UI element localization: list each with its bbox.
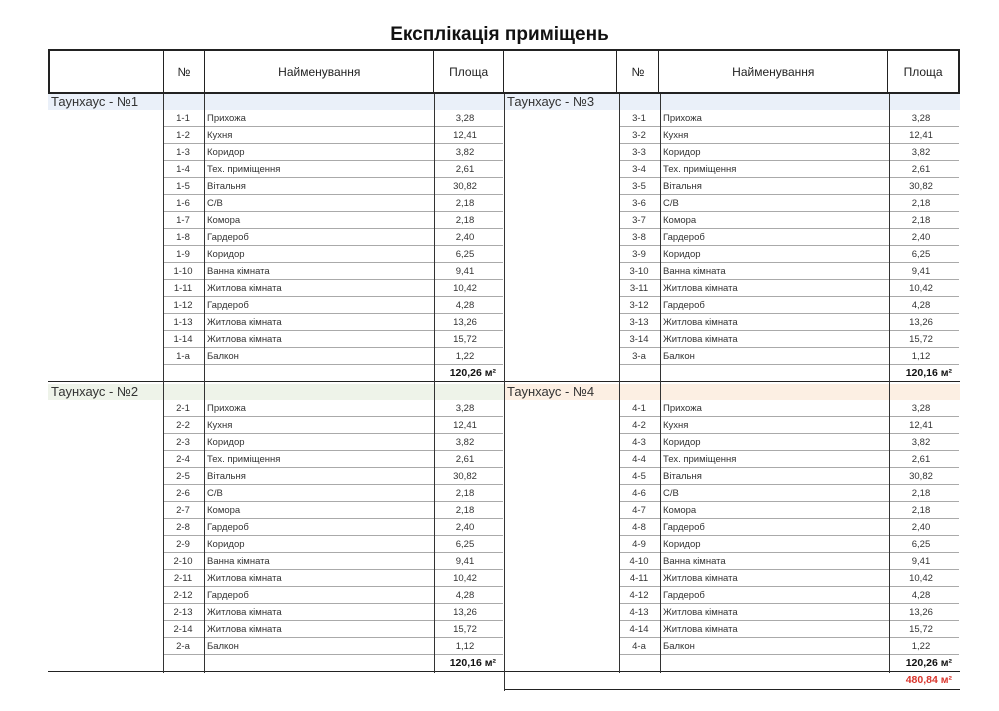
room-name: Ванна кімната xyxy=(207,555,270,567)
section-1-rows xyxy=(163,110,503,365)
room-area: 9,41 xyxy=(455,265,475,277)
room-number: 1-8 xyxy=(176,231,190,243)
table-row xyxy=(163,587,503,604)
room-name: Кухня xyxy=(207,129,233,141)
room-number: 3-1 xyxy=(632,112,646,124)
room-number: 4-а xyxy=(632,640,646,652)
table-row xyxy=(163,536,503,553)
table-row xyxy=(163,229,503,246)
table-row xyxy=(619,144,959,161)
room-name: Балкон xyxy=(663,350,695,362)
room-name: Комора xyxy=(207,214,241,226)
room-name: Коридор xyxy=(207,146,245,158)
room-number: 1-2 xyxy=(176,129,190,141)
table-row xyxy=(619,468,959,485)
room-number: 3-9 xyxy=(632,248,646,260)
room-area: 2,40 xyxy=(455,231,475,243)
room-name: Коридор xyxy=(663,146,701,158)
room-name: Житлова кімната xyxy=(207,572,282,584)
table-row xyxy=(163,195,503,212)
room-name: Ванна кімната xyxy=(207,265,270,277)
room-name: Житлова кімната xyxy=(207,333,282,345)
room-name: Вітальня xyxy=(207,470,246,482)
table-row xyxy=(619,417,959,434)
table-row xyxy=(619,502,959,519)
room-area: 12,41 xyxy=(909,129,933,141)
table-row xyxy=(163,110,503,127)
room-area: 3,28 xyxy=(455,402,475,414)
room-number: 3-7 xyxy=(632,214,646,226)
table-row xyxy=(163,604,503,621)
room-number: 2-4 xyxy=(176,453,190,465)
table-row xyxy=(163,553,503,570)
room-name: Коридор xyxy=(207,538,245,550)
room-number: 1-а xyxy=(176,350,190,362)
room-area: 2,18 xyxy=(911,504,931,516)
room-area: 9,41 xyxy=(911,555,931,567)
table-row xyxy=(163,417,503,434)
room-number: 3-2 xyxy=(632,129,646,141)
room-number: 2-2 xyxy=(176,419,190,431)
section-label-4: Таунхаус - №4 xyxy=(504,384,960,400)
room-number: 3-11 xyxy=(629,282,649,294)
room-number: 1-10 xyxy=(173,265,193,277)
header-name-right: Найменування xyxy=(659,51,888,92)
table-row xyxy=(163,246,503,263)
table-row xyxy=(619,161,959,178)
room-name: Житлова кімната xyxy=(207,316,282,328)
room-area: 2,61 xyxy=(911,163,931,175)
room-name: С/В xyxy=(207,197,223,209)
room-area: 15,72 xyxy=(909,623,933,635)
room-name: Прихожа xyxy=(663,402,702,414)
table-row xyxy=(163,570,503,587)
room-number: 1-11 xyxy=(173,282,193,294)
room-name: Комора xyxy=(207,504,241,516)
room-name: Гардероб xyxy=(663,521,705,533)
room-area: 2,40 xyxy=(455,521,475,533)
room-area: 6,25 xyxy=(911,248,931,260)
room-area: 2,18 xyxy=(455,504,475,516)
table-row xyxy=(163,502,503,519)
room-number: 2-а xyxy=(176,640,190,652)
column-divider xyxy=(889,94,890,673)
room-number: 3-4 xyxy=(632,163,646,175)
table-row xyxy=(619,553,959,570)
room-number: 1-14 xyxy=(173,333,193,345)
table-row xyxy=(163,468,503,485)
room-area: 13,26 xyxy=(453,316,477,328)
table-row xyxy=(619,587,959,604)
room-area: 13,26 xyxy=(909,606,933,618)
column-divider xyxy=(504,94,505,691)
room-number: 2-11 xyxy=(173,572,193,584)
table-row xyxy=(619,212,959,229)
room-area: 6,25 xyxy=(455,248,475,260)
room-name: Житлова кімната xyxy=(207,282,282,294)
column-divider xyxy=(204,94,205,673)
room-name: Кухня xyxy=(207,419,233,431)
section-3-rows xyxy=(619,110,959,365)
page-title: Експлікація приміщень xyxy=(390,24,609,45)
room-number: 4-4 xyxy=(632,453,646,465)
room-area: 2,40 xyxy=(911,231,931,243)
header-blank-left xyxy=(50,51,164,92)
room-name: Комора xyxy=(663,214,697,226)
room-name: Балкон xyxy=(207,350,239,362)
room-name: Тех. приміщення xyxy=(207,453,281,465)
room-area: 1,22 xyxy=(911,640,931,652)
table-row xyxy=(619,110,959,127)
room-name: Житлова кімната xyxy=(663,282,738,294)
room-area: 4,28 xyxy=(911,299,931,311)
room-number: 3-12 xyxy=(629,299,649,311)
table-row xyxy=(163,144,503,161)
room-area: 4,28 xyxy=(455,589,475,601)
room-area: 2,61 xyxy=(455,453,475,465)
table-row xyxy=(163,161,503,178)
table-row xyxy=(619,280,959,297)
room-name: Коридор xyxy=(207,248,245,260)
room-area: 13,26 xyxy=(453,606,477,618)
header-area-right: Площа xyxy=(903,64,943,79)
room-number: 4-11 xyxy=(629,572,649,584)
column-divider xyxy=(660,94,661,673)
room-area: 2,61 xyxy=(455,163,475,175)
room-name: Гардероб xyxy=(663,299,705,311)
table-row xyxy=(619,485,959,502)
room-name: Кухня xyxy=(663,419,689,431)
table-row xyxy=(619,297,959,314)
room-name: Комора xyxy=(663,504,697,516)
room-area: 9,41 xyxy=(911,265,931,277)
room-name: Ванна кімната xyxy=(663,555,726,567)
table-row xyxy=(163,331,503,348)
room-number: 4-14 xyxy=(629,623,649,635)
table-row xyxy=(163,485,503,502)
room-area: 12,41 xyxy=(453,129,477,141)
header-blank-right xyxy=(504,51,618,92)
room-area: 2,61 xyxy=(911,453,931,465)
room-name: Житлова кімната xyxy=(207,623,282,635)
section-2-rows xyxy=(163,400,503,655)
room-area: 1,12 xyxy=(911,350,931,362)
room-area: 15,72 xyxy=(453,623,477,635)
table-row xyxy=(619,434,959,451)
table-row xyxy=(163,519,503,536)
table-row xyxy=(163,621,503,638)
room-name: Тех. приміщення xyxy=(663,453,737,465)
room-number: 4-2 xyxy=(632,419,646,431)
grand-total-value: 480,84 м² xyxy=(905,674,952,686)
room-number: 4-3 xyxy=(632,436,646,448)
room-name: Балкон xyxy=(207,640,239,652)
room-number: 3-5 xyxy=(632,180,646,192)
room-number: 3-3 xyxy=(632,146,646,158)
room-area: 2,18 xyxy=(455,197,475,209)
room-name: Гардероб xyxy=(207,521,249,533)
room-number: 3-8 xyxy=(632,231,646,243)
section-label-1: Таунхаус - №1 xyxy=(48,94,504,110)
room-number: 3-а xyxy=(632,350,646,362)
room-area: 6,25 xyxy=(455,538,475,550)
room-number: 2-13 xyxy=(173,606,193,618)
room-number: 2-9 xyxy=(176,538,190,550)
room-number: 4-5 xyxy=(632,470,646,482)
room-name: Вітальня xyxy=(663,470,702,482)
room-name: С/В xyxy=(663,487,679,499)
table-row xyxy=(619,451,959,468)
header-number-left: № xyxy=(164,51,206,92)
table-row xyxy=(163,178,503,195)
room-area: 1,22 xyxy=(455,350,475,362)
room-area: 10,42 xyxy=(453,572,477,584)
table-row xyxy=(163,451,503,468)
room-area: 1,12 xyxy=(455,640,475,652)
room-area: 15,72 xyxy=(909,333,933,345)
room-area: 3,82 xyxy=(455,436,475,448)
room-number: 1-9 xyxy=(176,248,190,260)
room-area: 4,28 xyxy=(455,299,475,311)
room-number: 2-7 xyxy=(176,504,190,516)
room-name: Коридор xyxy=(207,436,245,448)
table-row xyxy=(619,331,959,348)
header-number-right: № xyxy=(617,51,659,92)
room-area: 3,28 xyxy=(455,112,475,124)
room-number: 3-6 xyxy=(632,197,646,209)
room-number: 2-1 xyxy=(176,402,190,414)
table-row xyxy=(619,400,959,417)
table-row xyxy=(163,400,503,417)
room-number: 4-8 xyxy=(632,521,646,533)
room-name: Гардероб xyxy=(207,589,249,601)
room-number: 4-13 xyxy=(629,606,649,618)
room-number: 2-8 xyxy=(176,521,190,533)
room-number: 3-10 xyxy=(629,265,649,277)
room-area: 3,82 xyxy=(911,436,931,448)
table-header xyxy=(48,49,960,94)
room-area: 12,41 xyxy=(909,419,933,431)
table-row xyxy=(163,638,503,655)
room-name: Балкон xyxy=(663,640,695,652)
table-row xyxy=(619,229,959,246)
room-name: Ванна кімната xyxy=(663,265,726,277)
room-number: 3-13 xyxy=(629,316,649,328)
room-area: 13,26 xyxy=(909,316,933,328)
room-name: Житлова кімната xyxy=(207,606,282,618)
table-row xyxy=(619,638,959,655)
column-divider xyxy=(163,94,164,673)
room-area: 3,82 xyxy=(911,146,931,158)
table-row xyxy=(619,246,959,263)
room-name: Прихожа xyxy=(207,402,246,414)
grand-total xyxy=(504,673,960,690)
room-area: 2,18 xyxy=(911,487,931,499)
room-number: 1-7 xyxy=(176,214,190,226)
room-area: 12,41 xyxy=(453,419,477,431)
room-name: С/В xyxy=(663,197,679,209)
room-number: 2-5 xyxy=(176,470,190,482)
section-label-3: Таунхаус - №3 xyxy=(504,94,960,110)
room-name: Гардероб xyxy=(663,589,705,601)
room-area: 2,18 xyxy=(455,214,475,226)
room-number: 4-10 xyxy=(629,555,649,567)
room-number: 1-6 xyxy=(176,197,190,209)
room-area: 9,41 xyxy=(455,555,475,567)
table-row xyxy=(619,570,959,587)
room-name: Кухня xyxy=(663,129,689,141)
room-number: 1-4 xyxy=(176,163,190,175)
room-area: 15,72 xyxy=(453,333,477,345)
room-name: Вітальня xyxy=(207,180,246,192)
column-divider xyxy=(619,94,620,673)
table-row xyxy=(619,348,959,365)
table-row xyxy=(163,127,503,144)
room-number: 4-1 xyxy=(632,402,646,414)
section-4-total-value: 120,26 м² xyxy=(905,657,952,669)
room-number: 1-12 xyxy=(173,299,193,311)
room-area: 2,40 xyxy=(911,521,931,533)
room-area: 30,82 xyxy=(453,470,477,482)
table-row xyxy=(619,536,959,553)
room-area: 3,28 xyxy=(911,112,931,124)
table-row xyxy=(619,127,959,144)
room-name: Житлова кімната xyxy=(663,316,738,328)
table-row xyxy=(619,621,959,638)
table-row xyxy=(163,212,503,229)
room-area: 2,18 xyxy=(455,487,475,499)
room-area: 3,28 xyxy=(911,402,931,414)
room-number: 2-6 xyxy=(176,487,190,499)
room-area: 2,18 xyxy=(911,197,931,209)
room-number: 4-9 xyxy=(632,538,646,550)
room-name: Прихожа xyxy=(663,112,702,124)
room-number: 1-3 xyxy=(176,146,190,158)
section-2-total xyxy=(48,656,504,672)
table-row xyxy=(619,314,959,331)
table-row xyxy=(163,348,503,365)
room-number: 1-1 xyxy=(176,112,190,124)
section-3-total xyxy=(504,366,960,382)
section-4-total xyxy=(504,656,960,672)
table-row xyxy=(163,297,503,314)
header-area-left: Площа xyxy=(434,51,504,92)
room-number: 4-6 xyxy=(632,487,646,499)
table-row xyxy=(619,263,959,280)
room-number: 3-14 xyxy=(629,333,649,345)
room-number: 1-13 xyxy=(173,316,193,328)
room-number: 2-12 xyxy=(173,589,193,601)
table-row xyxy=(619,604,959,621)
room-area: 4,28 xyxy=(911,589,931,601)
room-name: Гардероб xyxy=(663,231,705,243)
room-number: 4-12 xyxy=(629,589,649,601)
room-number: 1-5 xyxy=(176,180,190,192)
room-number: 2-3 xyxy=(176,436,190,448)
room-area: 30,82 xyxy=(453,180,477,192)
room-name: Гардероб xyxy=(207,299,249,311)
room-name: Житлова кімната xyxy=(663,606,738,618)
room-name: Житлова кімната xyxy=(663,623,738,635)
room-name: Житлова кімната xyxy=(663,572,738,584)
section-1-total xyxy=(48,366,504,382)
header-name-left: Найменування xyxy=(205,51,434,92)
table-row xyxy=(163,434,503,451)
room-area: 10,42 xyxy=(909,282,933,294)
table-row xyxy=(163,280,503,297)
room-area: 2,18 xyxy=(911,214,931,226)
room-area: 10,42 xyxy=(909,572,933,584)
section-4-rows xyxy=(619,400,959,655)
room-name: Коридор xyxy=(663,436,701,448)
room-area: 30,82 xyxy=(909,470,933,482)
room-name: Тех. приміщення xyxy=(207,163,281,175)
room-area: 30,82 xyxy=(909,180,933,192)
section-3-total-value: 120,16 м² xyxy=(905,367,952,379)
column-divider xyxy=(434,94,435,673)
room-name: Тех. приміщення xyxy=(663,163,737,175)
room-area: 6,25 xyxy=(911,538,931,550)
table-row xyxy=(619,195,959,212)
section-1-total-value: 120,26 м² xyxy=(449,367,496,379)
room-name: Гардероб xyxy=(207,231,249,243)
room-name: Вітальня xyxy=(663,180,702,192)
table-row xyxy=(619,519,959,536)
room-number: 4-7 xyxy=(632,504,646,516)
section-2-total-value: 120,16 м² xyxy=(449,657,496,669)
section-label-2: Таунхаус - №2 xyxy=(48,384,504,400)
room-area: 3,82 xyxy=(455,146,475,158)
table-row xyxy=(163,314,503,331)
room-name: Коридор xyxy=(663,248,701,260)
room-name: Прихожа xyxy=(207,112,246,124)
table-row xyxy=(163,263,503,280)
table-row xyxy=(619,178,959,195)
room-name: С/В xyxy=(207,487,223,499)
room-name: Коридор xyxy=(663,538,701,550)
room-number: 2-14 xyxy=(173,623,193,635)
room-area: 10,42 xyxy=(453,282,477,294)
room-name: Житлова кімната xyxy=(663,333,738,345)
room-number: 2-10 xyxy=(173,555,193,567)
